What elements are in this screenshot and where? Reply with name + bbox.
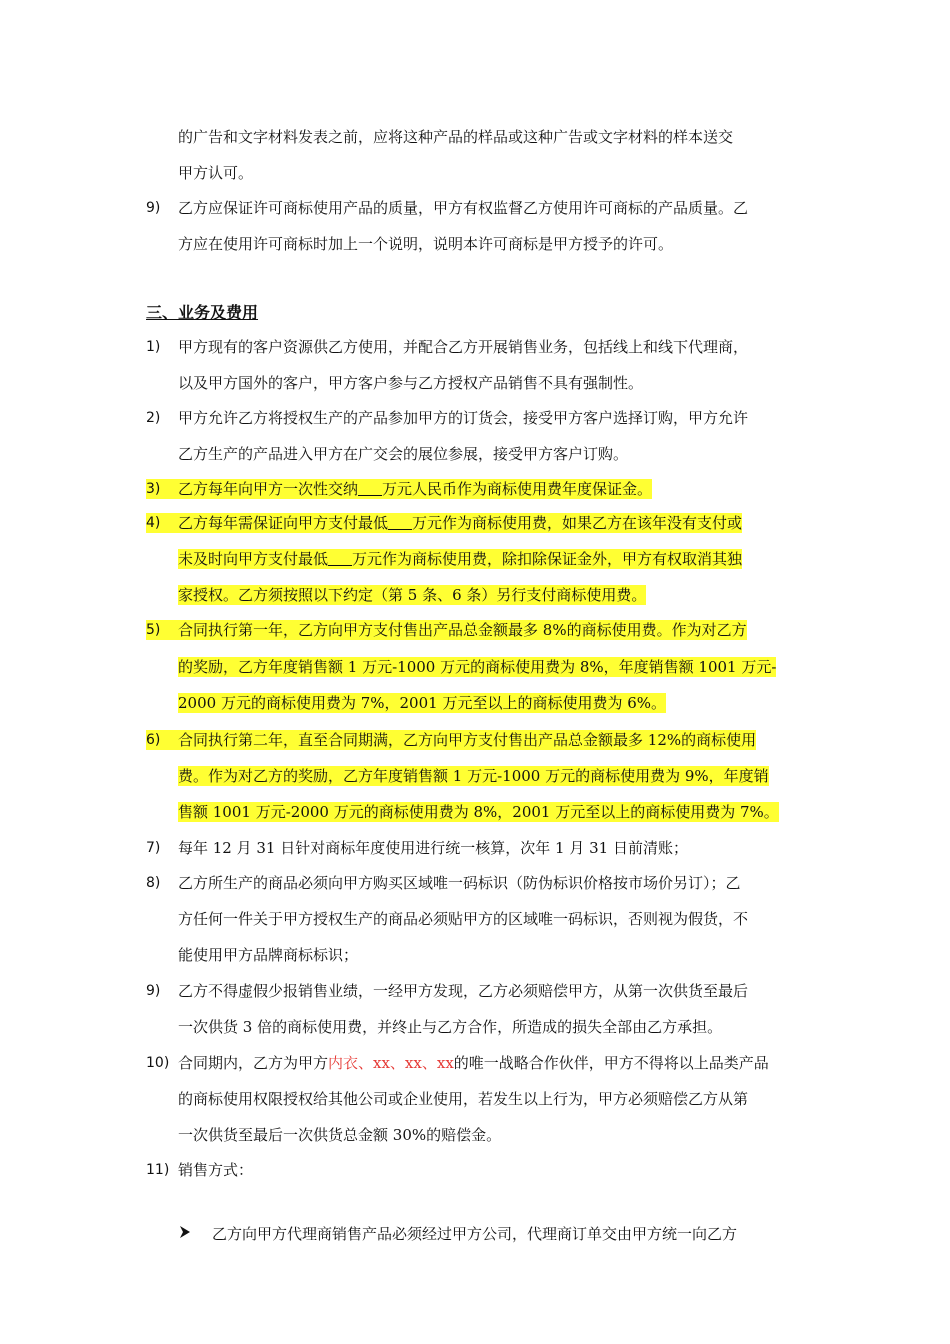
paragraph-line: 乙方应保证许可商标使用产品的质量，甲方有权监督乙方使用许可商标的产品质量。乙 bbox=[178, 199, 749, 217]
paragraph-line: 甲方认可。 bbox=[178, 164, 254, 182]
paragraph-line: 一次供货 3 倍的商标使用费，并终止与乙方合作，所造成的损失全部由乙方承担。 bbox=[178, 1018, 723, 1036]
list-number: 9) bbox=[146, 983, 161, 999]
paragraph-line: 能使用甲方品牌商标标识； bbox=[178, 946, 359, 964]
text-segment: 乙方每年向甲方一次性交纳 bbox=[178, 480, 359, 498]
text-segment: 万元作为商标使用费，如果乙方在该年没有支付或 bbox=[412, 514, 743, 532]
paragraph-line: 乙方生产的产品进入甲方在广交会的展位参展，接受甲方客户订购。 bbox=[178, 445, 629, 463]
bullet-text: 乙方向甲方代理商销售产品必须经过甲方公司，代理商订单交由甲方统一向乙方 bbox=[212, 1225, 738, 1243]
paragraph-line: 以及甲方国外的客户，甲方客户参与乙方授权产品销售不具有强制性。 bbox=[178, 374, 644, 392]
text-segment: 的唯一战略合作伙伴，甲方不得将以上品类产品 bbox=[453, 1054, 769, 1072]
list-number: 2) bbox=[146, 410, 161, 426]
blank-field bbox=[328, 551, 352, 566]
highlighted-line bbox=[178, 549, 742, 569]
list-number: 9) bbox=[146, 200, 161, 216]
list-number: 11) bbox=[146, 1162, 170, 1178]
paragraph-line: 乙方不得虚假少报销售业绩，一经甲方发现，乙方必须赔偿甲方，从第一次供货至最后 bbox=[178, 982, 749, 1000]
paragraph-line: 乙方所生产的商品必须向甲方购买区域唯一码标识（防伪标识价格按市场价另订）；乙 bbox=[178, 874, 741, 892]
text-segment: 乙方每年需保证向甲方支付最低 bbox=[178, 514, 389, 532]
paragraph-line: 方任何一件关于甲方授权生产的商品必须贴甲方的区域唯一码标识，否则视为假货，不 bbox=[178, 910, 749, 928]
list-number: 5) bbox=[146, 620, 178, 640]
text-segment: 万元人民币作为商标使用费年度保证金。 bbox=[382, 480, 653, 498]
highlighted-line: 家授权。乙方须按照以下约定（第 5 条、6 条）另行支付商标使用费。 bbox=[178, 586, 647, 604]
highlighted-line: 合同执行第二年，直至合同期满，乙方向甲方支付售出产品总金额最多 12%的商标使用 bbox=[178, 731, 757, 749]
highlighted-line bbox=[178, 513, 742, 533]
arrow-bullet-icon bbox=[179, 1224, 191, 1244]
highlighted-line: 费。作为对乙方的奖励，乙方年度销售额 1 万元-1000 万元的商标使用费为 9%，年度销 bbox=[178, 767, 769, 785]
paragraph-line: 的商标使用权限授权给其他公司或企业使用，若发生以上行为，甲方必须赔偿乙方从第 bbox=[178, 1090, 749, 1108]
paragraph-line: 的广告和文字材料发表之前，应将这种产品的样品或这种广告或文字材料的样本送交 bbox=[178, 128, 734, 146]
highlighted-line: 的奖励，乙方年度销售额 1 万元-1000 万元的商标使用费为 8%，年度销售额 1001 万元- bbox=[178, 658, 777, 676]
list-number: 10) bbox=[146, 1055, 170, 1071]
red-text-segment: 内衣、xx、xx、xx bbox=[328, 1054, 454, 1072]
blank-field bbox=[388, 515, 412, 530]
list-number: 6) bbox=[146, 730, 178, 750]
list-number: 7) bbox=[146, 840, 161, 856]
highlighted-line: 合同执行第一年，乙方向甲方支付售出产品总金额最多 8%的商标使用费。作为对乙方 bbox=[178, 621, 747, 639]
paragraph-line: 甲方现有的客户资源供乙方使用，并配合乙方开展销售业务，包括线上和线下代理商， bbox=[178, 338, 749, 356]
text-segment: 未及时向甲方支付最低 bbox=[178, 550, 329, 568]
paragraph-line: 方应在使用许可商标时加上一个说明，说明本许可商标是甲方授予的许可。 bbox=[178, 235, 674, 253]
highlighted-line bbox=[178, 479, 652, 499]
highlighted-line: 售额 1001 万元-2000 万元的商标使用费为 8%，2001 万元至以上的商标使用费为 7%。 bbox=[178, 803, 779, 821]
list-number: 1) bbox=[146, 339, 161, 355]
text-segment: 万元作为商标使用费，除扣除保证金外，甲方有权取消其独 bbox=[352, 550, 743, 568]
list-number: 4) bbox=[146, 513, 178, 533]
text-segment: 合同期内，乙方为甲方 bbox=[178, 1054, 329, 1072]
section-heading: 三、业务及费用 bbox=[146, 303, 259, 322]
paragraph-line: 每年 12 月 31 日针对商标年度使用进行统一核算，次年 1 月 31 日前清账； bbox=[178, 839, 688, 857]
paragraph-line: 销售方式： bbox=[178, 1161, 254, 1179]
paragraph-line: 一次供货至最后一次供货总金额 30%的赔偿金。 bbox=[178, 1126, 502, 1144]
paragraph-line: 甲方允许乙方将授权生产的产品参加甲方的订货会，接受甲方客户选择订购，甲方允许 bbox=[178, 409, 749, 427]
highlighted-line: 2000 万元的商标使用费为 7%，2001 万元至以上的商标使用费为 6%。 bbox=[178, 694, 667, 712]
blank-field bbox=[358, 481, 382, 496]
paragraph-line bbox=[178, 1053, 769, 1073]
list-number: 3) bbox=[146, 479, 178, 499]
list-number: 8) bbox=[146, 875, 161, 891]
